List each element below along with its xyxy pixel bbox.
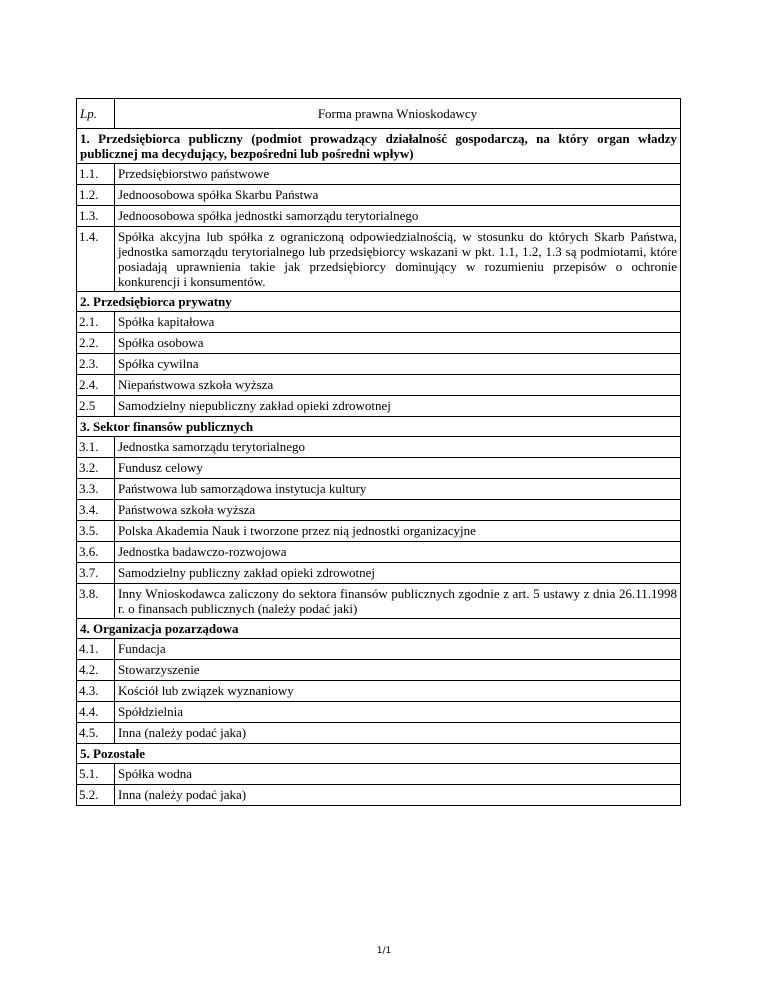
item-number: 4.5. <box>77 723 115 744</box>
table-row <box>77 681 681 702</box>
item-text: Spółka wodna <box>115 764 681 785</box>
item-text: Państwowa szkoła wyższa <box>115 500 681 521</box>
section-title: 3. Sektor finansów publicznych <box>77 417 681 437</box>
table-row <box>77 312 681 333</box>
table-row <box>77 764 681 785</box>
table-row <box>77 639 681 660</box>
table-row <box>77 479 681 500</box>
section-header <box>77 744 681 764</box>
item-text: Fundacja <box>115 639 681 660</box>
table-row <box>77 785 681 806</box>
item-number: 2.1. <box>77 312 115 333</box>
item-number: 4.3. <box>77 681 115 702</box>
table-row <box>77 185 681 206</box>
item-number: 3.5. <box>77 521 115 542</box>
item-number: 4.2. <box>77 660 115 681</box>
section-title: 4. Organizacja pozarządowa <box>77 619 681 639</box>
item-number: 5.2. <box>77 785 115 806</box>
item-text: Samodzielny niepubliczny zakład opieki zdrowotnej <box>115 396 681 417</box>
item-text: Jednoosobowa spółka Skarbu Państwa <box>115 185 681 206</box>
item-text: Państwowa lub samorządowa instytucja kultury <box>115 479 681 500</box>
table-row <box>77 584 681 619</box>
item-text: Inny Wnioskodawca zaliczony do sektora finansów publicznych zgodnie z art. 5 ustawy z dnia 26.11.1998 r. o finansach publicznych (należy podać jaki) <box>115 584 681 619</box>
item-number: 3.4. <box>77 500 115 521</box>
item-number: 1.2. <box>77 185 115 206</box>
item-number: 3.3. <box>77 479 115 500</box>
item-number: 4.4. <box>77 702 115 723</box>
item-text: Inna (należy podać jaka) <box>115 785 681 806</box>
table-row <box>77 164 681 185</box>
column-header-lp: Lp. <box>77 99 115 129</box>
table-row <box>77 521 681 542</box>
item-text: Jednostka badawczo-rozwojowa <box>115 542 681 563</box>
table-row <box>77 542 681 563</box>
item-number: 2.3. <box>77 354 115 375</box>
table-row <box>77 563 681 584</box>
table-row <box>77 500 681 521</box>
item-text: Spółka osobowa <box>115 333 681 354</box>
item-number: 3.8. <box>77 584 115 619</box>
item-text: Stowarzyszenie <box>115 660 681 681</box>
table-row <box>77 702 681 723</box>
item-text: Niepaństwowa szkoła wyższa <box>115 375 681 396</box>
table-row <box>77 354 681 375</box>
page-number: 1/1 <box>376 946 392 956</box>
section-header <box>77 292 681 312</box>
column-header-legal-form: Forma prawna Wnioskodawcy <box>115 99 681 129</box>
section-title: 2. Przedsiębiorca prywatny <box>77 292 681 312</box>
item-text: Jednostka samorządu terytorialnego <box>115 437 681 458</box>
table-row <box>77 227 681 292</box>
item-text: Spółka cywilna <box>115 354 681 375</box>
item-text: Inna (należy podać jaka) <box>115 723 681 744</box>
legal-form-table <box>76 98 681 806</box>
item-text: Polska Akademia Nauk i tworzone przez nią jednostki organizacyjne <box>115 521 681 542</box>
item-text: Jednoosobowa spółka jednostki samorządu terytorialnego <box>115 206 681 227</box>
item-text: Przedsiębiorstwo państwowe <box>115 164 681 185</box>
table-row <box>77 396 681 417</box>
table-row <box>77 333 681 354</box>
table-row <box>77 660 681 681</box>
item-number: 5.1. <box>77 764 115 785</box>
table-row <box>77 458 681 479</box>
table-row <box>77 437 681 458</box>
item-number: 2.5 <box>77 396 115 417</box>
table-row <box>77 723 681 744</box>
item-number: 3.2. <box>77 458 115 479</box>
item-number: 1.4. <box>77 227 115 292</box>
item-number: 1.3. <box>77 206 115 227</box>
item-text: Spółka kapitałowa <box>115 312 681 333</box>
table-header-row <box>77 99 681 129</box>
item-text: Samodzielny publiczny zakład opieki zdrowotnej <box>115 563 681 584</box>
table-row <box>77 375 681 396</box>
section-header <box>77 619 681 639</box>
item-text: Kościół lub związek wyznaniowy <box>115 681 681 702</box>
item-text: Fundusz celowy <box>115 458 681 479</box>
item-text: Spółdzielnia <box>115 702 681 723</box>
item-number: 3.1. <box>77 437 115 458</box>
item-number: 1.1. <box>77 164 115 185</box>
item-number: 2.4. <box>77 375 115 396</box>
section-header <box>77 129 681 164</box>
table-row <box>77 206 681 227</box>
item-number: 3.6. <box>77 542 115 563</box>
item-number: 2.2. <box>77 333 115 354</box>
item-number: 4.1. <box>77 639 115 660</box>
item-number: 3.7. <box>77 563 115 584</box>
section-title: 5. Pozostałe <box>77 744 681 764</box>
item-text: Spółka akcyjna lub spółka z ograniczoną odpowiedzialnością, w stosunku do których Skarb Państwa, jednostka samorządu terytorialnego lub przedsiębiorcy wskazani w pkt. 1.1, 1.2, 1.3 są podmiotami, które posiadają uprawnienia takie jak przedsiębiorcy dominujący w rozumieniu przepisów o ochronie konkurencji i konsumentów. <box>115 227 681 292</box>
section-header <box>77 417 681 437</box>
section-title: 1. Przedsiębiorca publiczny (podmiot prowadzący działalność gospodarczą, na który organ władzy publicznej ma decydujący, bezpośredni lub pośredni wpływ) <box>77 129 681 164</box>
